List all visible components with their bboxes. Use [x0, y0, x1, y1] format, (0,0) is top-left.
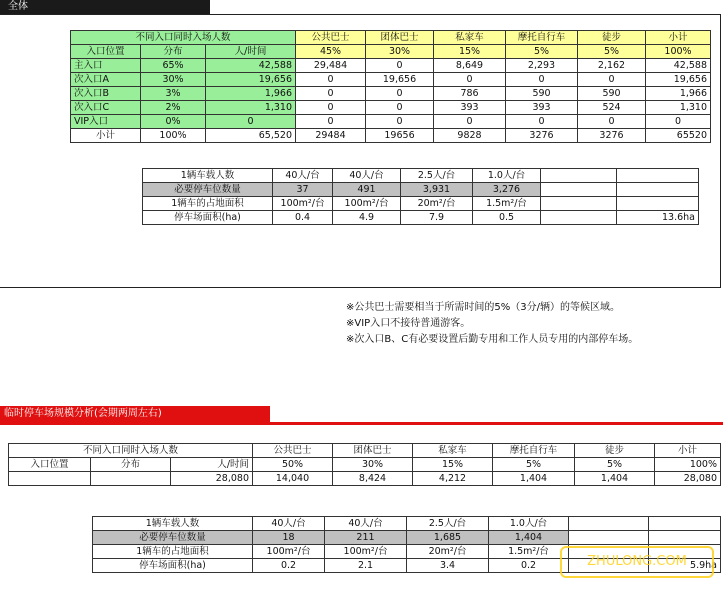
- cell: 100m²/台: [333, 197, 401, 211]
- cell: 2%: [141, 101, 206, 115]
- cell: 0: [296, 101, 366, 115]
- cell: 0: [296, 87, 366, 101]
- cell: 1,966: [206, 87, 296, 101]
- cell: 3276: [506, 129, 578, 143]
- column-header: 小计: [646, 31, 711, 45]
- cell: 0: [296, 115, 366, 129]
- share-cell: 15%: [413, 458, 493, 472]
- row-label: VIP入口: [71, 115, 141, 129]
- cell: 1.0人/台: [489, 517, 569, 531]
- cell: 590: [578, 87, 646, 101]
- cell: 40人/台: [325, 517, 407, 531]
- cell: [649, 531, 721, 545]
- cell: 0: [578, 115, 646, 129]
- sub-header: 入口位置: [9, 458, 91, 472]
- cell: 393: [506, 101, 578, 115]
- sub-header: 入口位置: [71, 45, 141, 59]
- cell: [617, 169, 699, 183]
- cell: 3276: [578, 129, 646, 143]
- cell: 786: [434, 87, 506, 101]
- cell: 0: [296, 73, 366, 87]
- share-cell: 50%: [253, 458, 333, 472]
- cell: 40人/台: [333, 169, 401, 183]
- cell: [91, 472, 171, 486]
- row-label: 停车场面积(ha): [93, 559, 253, 573]
- table-header: 不同入口同时入场人数: [9, 444, 253, 458]
- share-cell: 5%: [575, 458, 655, 472]
- cell: [541, 197, 617, 211]
- cell: 8,424: [333, 472, 413, 486]
- row-label: 1辆车的占地面积: [143, 197, 273, 211]
- cell: 0: [366, 115, 434, 129]
- table-row: [71, 59, 711, 73]
- cell: 100%: [141, 129, 206, 143]
- cell: 2.1: [325, 559, 407, 573]
- column-header: 公共巴士: [296, 31, 366, 45]
- sub-header: 分布: [141, 45, 206, 59]
- table-row: [143, 183, 699, 197]
- cell: 0.5: [473, 211, 541, 225]
- cell: 393: [434, 101, 506, 115]
- cell: 2.5人/台: [401, 169, 473, 183]
- column-header: 小计: [655, 444, 721, 458]
- section2-title: 临时停车场规模分析(会期两周左右): [4, 408, 162, 419]
- row-label: 主入口: [71, 59, 141, 73]
- cell: 29484: [296, 129, 366, 143]
- share-cell: 5%: [506, 45, 578, 59]
- table-row: [143, 197, 699, 211]
- cell: 1.5m²/台: [473, 197, 541, 211]
- cell: 1,404: [575, 472, 655, 486]
- cell: 0: [434, 73, 506, 87]
- share-cell: 100%: [655, 458, 721, 472]
- table-header: 不同入口同时入场人数: [71, 31, 296, 45]
- cell: 9828: [434, 129, 506, 143]
- cell: 2,162: [578, 59, 646, 73]
- cell: 7.9: [401, 211, 473, 225]
- table-row: [71, 101, 711, 115]
- cell: 0: [206, 115, 296, 129]
- cell: 590: [506, 87, 578, 101]
- cell: 14,040: [253, 472, 333, 486]
- cell: 40人/台: [253, 517, 325, 531]
- cell: 1,685: [407, 531, 489, 545]
- cell: 1,966: [646, 87, 711, 101]
- row-label: 小计: [71, 129, 141, 143]
- cell: 0.2: [253, 559, 325, 573]
- cell: 20m²/台: [401, 197, 473, 211]
- section2-title-bar: [0, 406, 270, 422]
- cell: [9, 472, 91, 486]
- cell: 3.4: [407, 559, 489, 573]
- cell: 0: [366, 59, 434, 73]
- cell: 40人/台: [273, 169, 333, 183]
- cell: 19656: [366, 129, 434, 143]
- column-header: 团体巴士: [366, 31, 434, 45]
- cell: [569, 517, 649, 531]
- cell: 37: [273, 183, 333, 197]
- section2-divider: [0, 422, 723, 425]
- cell: 1,310: [206, 101, 296, 115]
- cell: 4,212: [413, 472, 493, 486]
- watermark-text: ZHULONG.COM: [587, 554, 687, 569]
- cell: 65520: [646, 129, 711, 143]
- cell: 1,404: [493, 472, 575, 486]
- column-header: 团体巴士: [333, 444, 413, 458]
- cell: 42,588: [646, 59, 711, 73]
- table-row: [71, 129, 711, 143]
- section1-title-bar: [0, 0, 210, 14]
- cell: [541, 183, 617, 197]
- cell: 65%: [141, 59, 206, 73]
- row-label: 必要停车位数量: [143, 183, 273, 197]
- cell: 3%: [141, 87, 206, 101]
- row-label: 停车场面积(ha): [143, 211, 273, 225]
- share-cell: 5%: [493, 458, 575, 472]
- cell: 0.2: [489, 559, 569, 573]
- cell: [541, 169, 617, 183]
- watermark-logo: [560, 546, 714, 578]
- column-header: 摩托自行车: [493, 444, 575, 458]
- row-label: 必要停车位数量: [93, 531, 253, 545]
- cell: 4.9: [333, 211, 401, 225]
- share-cell: 15%: [434, 45, 506, 59]
- cell: [541, 211, 617, 225]
- table-row: [71, 73, 711, 87]
- cell: 3,931: [401, 183, 473, 197]
- parking-requirement-table: [142, 168, 699, 225]
- cell: 0%: [141, 115, 206, 129]
- column-header: 私家车: [434, 31, 506, 45]
- cell: [569, 531, 649, 545]
- cell: 2.5人/台: [407, 517, 489, 531]
- cell: 2,293: [506, 59, 578, 73]
- cell: 100m²/台: [325, 545, 407, 559]
- cell: [617, 197, 699, 211]
- cell: 1.0人/台: [473, 169, 541, 183]
- cell: 0: [506, 115, 578, 129]
- section1-title: 全体: [8, 1, 28, 12]
- cell: 20m²/台: [407, 545, 489, 559]
- table-row: [93, 531, 721, 545]
- cell: 0: [578, 73, 646, 87]
- cell: 29,484: [296, 59, 366, 73]
- cell: 0: [434, 115, 506, 129]
- column-header: 徒步: [578, 31, 646, 45]
- cell: [617, 183, 699, 197]
- cell: 19,656: [366, 73, 434, 87]
- temp-entry-distribution-table: [8, 443, 721, 486]
- cell: 1,310: [646, 101, 711, 115]
- cell: 28,080: [655, 472, 721, 486]
- cell: 19,656: [206, 73, 296, 87]
- cell: 8,649: [434, 59, 506, 73]
- cell: 42,588: [206, 59, 296, 73]
- row-label: 1辆车的占地面积: [93, 545, 253, 559]
- table-row: [93, 517, 721, 531]
- table-row: [143, 169, 699, 183]
- cell: 1,404: [489, 531, 569, 545]
- sub-header: 人/时间: [206, 45, 296, 59]
- cell: 28,080: [171, 472, 253, 486]
- cell: 491: [333, 183, 401, 197]
- cell: 0: [366, 87, 434, 101]
- share-cell: 45%: [296, 45, 366, 59]
- cell: 524: [578, 101, 646, 115]
- cell: 100m²/台: [273, 197, 333, 211]
- column-header: 公共巴士: [253, 444, 333, 458]
- cell: 1.5m²/台: [489, 545, 569, 559]
- share-cell: 30%: [333, 458, 413, 472]
- share-cell: 5%: [578, 45, 646, 59]
- column-header: 徒步: [575, 444, 655, 458]
- row-label: 1辆车载人数: [143, 169, 273, 183]
- share-cell: 100%: [646, 45, 711, 59]
- cell: 18: [253, 531, 325, 545]
- column-header: 私家车: [413, 444, 493, 458]
- note-line: ※VIP入口不接待普通游客。: [346, 318, 471, 329]
- cell: [649, 517, 721, 531]
- cell: 0: [646, 115, 711, 129]
- cell: 211: [325, 531, 407, 545]
- row-label: 次入口B: [71, 87, 141, 101]
- row-label: 次入口C: [71, 101, 141, 115]
- cell: 5.9ha: [649, 559, 721, 573]
- entry-distribution-table: [70, 30, 711, 143]
- table-row: [71, 115, 711, 129]
- cell: 0: [366, 101, 434, 115]
- sub-header: 人/时间: [171, 458, 253, 472]
- cell: 19,656: [646, 73, 711, 87]
- cell: 3,276: [473, 183, 541, 197]
- row-label: 1辆车载人数: [93, 517, 253, 531]
- cell: 100m²/台: [253, 545, 325, 559]
- share-cell: 30%: [366, 45, 434, 59]
- note-line: ※公共巴士需要相当于所需时间的5%（3分/辆）的等候区域。: [346, 302, 620, 313]
- cell: 65,520: [206, 129, 296, 143]
- notes-block: [346, 300, 638, 348]
- column-header: 摩托自行车: [506, 31, 578, 45]
- table-row: [143, 211, 699, 225]
- note-line: ※次入口B、C有必要设置后勤专用和工作人员专用的内部停车场。: [346, 334, 639, 345]
- cell: 0: [506, 73, 578, 87]
- table-row: [9, 472, 721, 486]
- cell: 30%: [141, 73, 206, 87]
- sub-header: 分布: [91, 458, 171, 472]
- table-row: [71, 87, 711, 101]
- row-label: 次入口A: [71, 73, 141, 87]
- cell: 13.6ha: [617, 211, 699, 225]
- cell: 0.4: [273, 211, 333, 225]
